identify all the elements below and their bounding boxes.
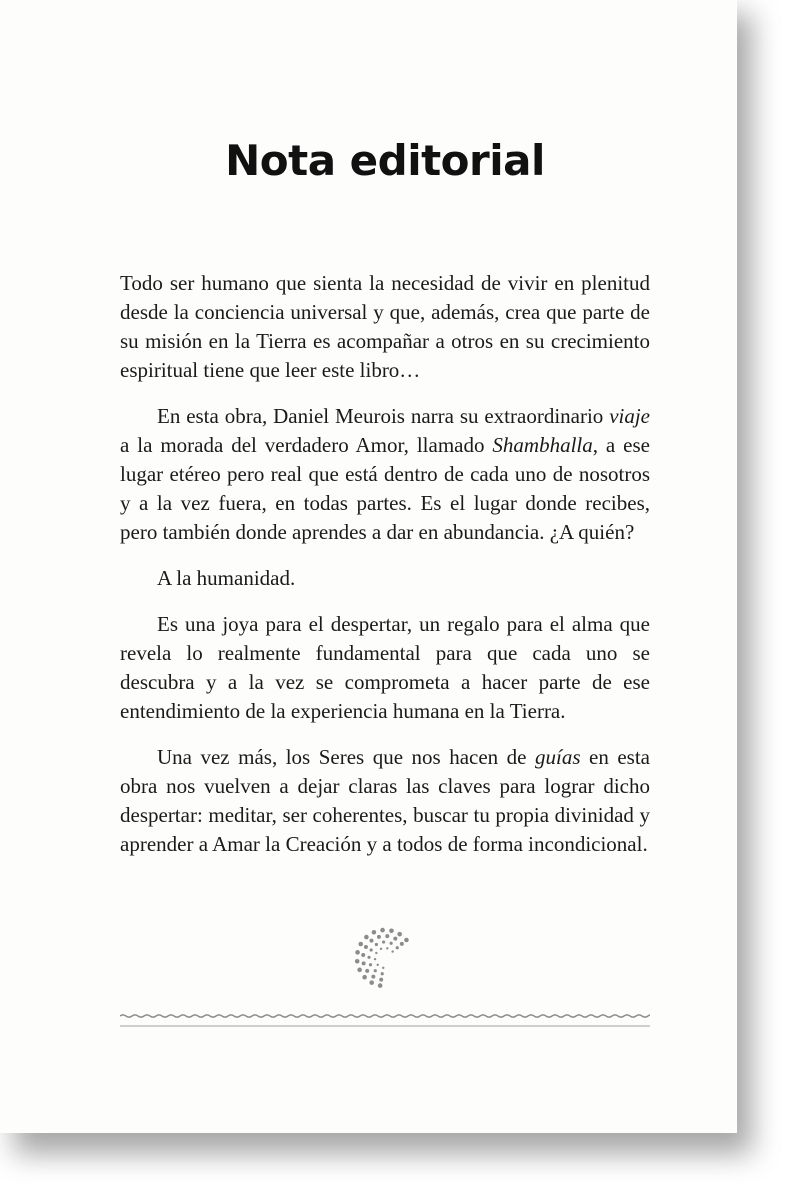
ornament-dot [374,958,376,960]
paragraph-5-italic-guias: guías [535,745,581,769]
paragraph-2-text-b: a la morada del verdadero Amor, llamado [120,433,493,457]
paragraph-3-text: A la humanidad. [157,566,296,590]
ornament-dot [377,935,381,939]
paragraph-2 [120,402,650,547]
ornament-dot [389,928,394,933]
paragraph-4-text: Es una joya para el despertar, un regalo para el alma que revela lo realmente fundamental para que cada uno se descubra y a la vez se comprometa a hacer parte de ese entendimiento de la experiencia humana en la Tierra. [120,612,650,723]
ornament-dot [396,946,399,949]
paragraph-3 [120,564,650,593]
ornament-dot [372,930,377,935]
ornament-dot [357,968,362,973]
paragraph-5-text-a: Una vez más, los Seres que nos hacen de [157,745,535,769]
ornament-dot [379,978,383,982]
ornament-dot [369,963,372,966]
paragraph-5 [120,743,650,859]
paragraph-4 [120,610,650,726]
ornament-dot [370,948,373,951]
paragraph-2-italic-shambhalla: Shambhalla [492,433,593,457]
ornament-dot [382,967,384,969]
ornament-dot [355,959,360,964]
ornament-dot [386,947,388,949]
page-title: Nota editorial [225,136,545,185]
wavy-divider [120,1007,650,1031]
paragraph-1 [120,269,650,385]
ornament-dot [355,950,360,955]
body-text [120,269,650,876]
ornament-dot [404,938,409,943]
ornament-dot [397,932,402,937]
paragraph-2-text-c: , a ese lugar etéreo pero real que está dentro de cada uno de nosotros y a la vez fuera, en todas partes. Es el lugar donde recibes, pero también donde aprendes a dar en abundancia. ¿A quién? [120,433,650,544]
ornament-dot [390,942,393,945]
ornament-dot [365,969,369,973]
paragraph-2-italic-viaje: viaje [609,404,650,428]
ornament-dot [358,942,363,947]
ornament-dot [393,937,397,941]
ornament-dot [374,969,377,972]
ornament-dot [371,975,375,979]
ornament-dot [391,950,393,952]
ornament-dot [369,980,374,985]
ornament-dot [362,975,367,980]
ornament-dot [381,972,384,975]
ornament-dot [367,956,370,959]
ornament-dot [377,964,379,966]
ornament-dot [375,943,378,946]
ornament-dot [364,945,368,949]
paragraph-1-text: Todo ser humano que sienta la necesidad de vivir en plenitud desde la conciencia universal y que, además, crea que parte de su misión en la Tierra es acompañar a otros en su crecimiento espiritual tiene que leer este libro… [120,271,650,382]
dotted-crescent-ornament-icon [345,922,425,992]
ornament-dot [400,942,404,946]
ornament-dot [380,928,385,933]
ornament-dot [361,953,365,957]
ornament-dot [369,939,373,943]
paragraph-2-text-a: En esta obra, Daniel Meurois narra su extraordinario [157,404,610,428]
ornament-dot [375,952,377,954]
ornament-dot [378,983,383,988]
paragraph-5-text-b: en esta obra nos vuelven a dejar claras las claves para lograr dicho despertar: meditar, ser coherentes, buscar tu propia divinidad y aprender a Amar la Creación y a todos de forma incondicional. [120,745,650,856]
ornament-dot [382,940,385,943]
ornament-dot [362,961,366,965]
ornament-dot [380,948,382,950]
ornament-dot [364,935,369,940]
ornament-dot [385,934,389,938]
